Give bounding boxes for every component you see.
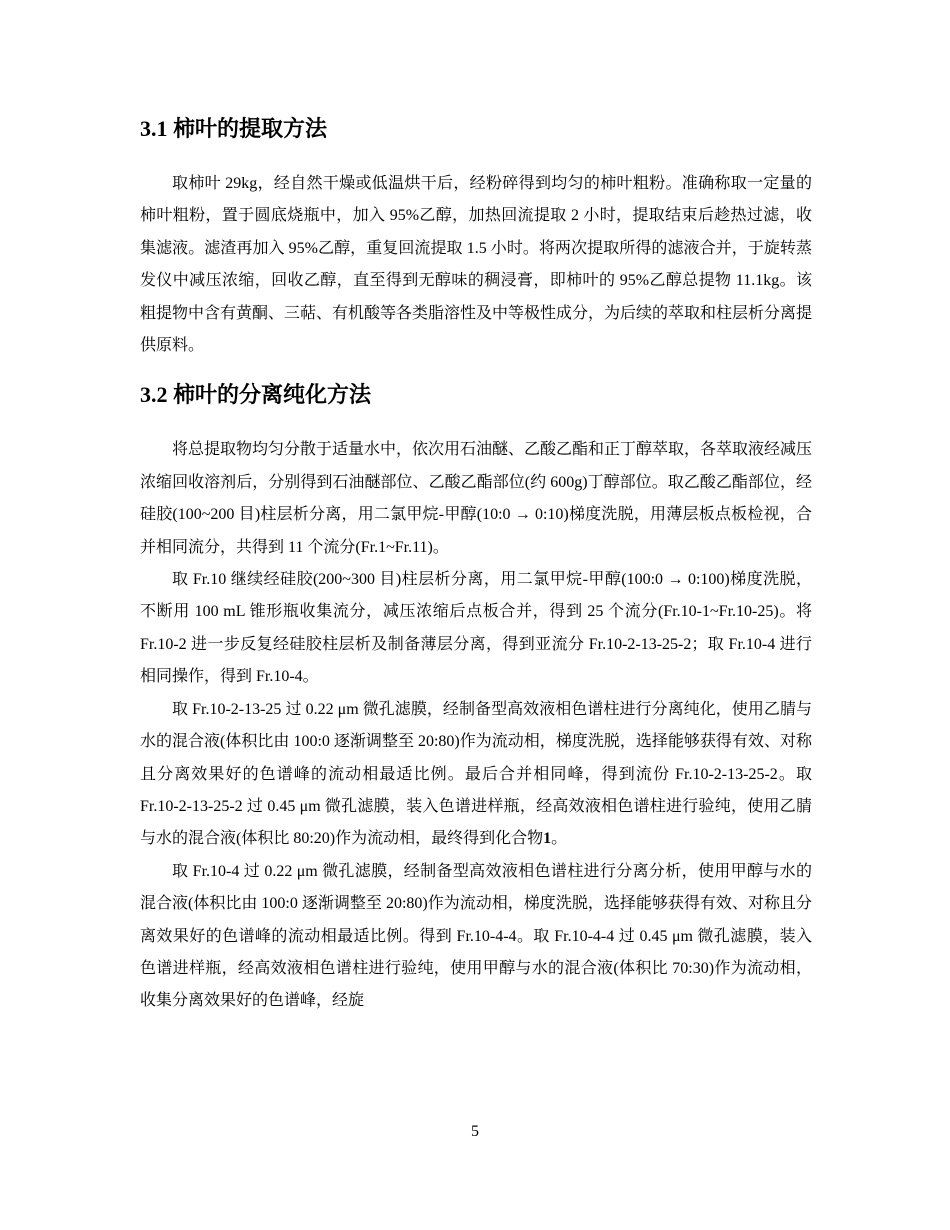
paragraph-fr10-column: 取 Fr.10 继续经硅胶(200~300 目)柱层析分离，用二氯甲烷-甲醇(100:0 → 0:100)梯度洗脱，不断用 100 mL 锥形瓶收集流分，减压浓缩后点板合并，得到 25 个流分(Fr.10-1~Fr.10-25)。将 Fr.10-2 进一步反复经硅胶柱层析及制备薄层分离，得到亚流分 Fr.10-2-13-25-2；取 Fr.10-4 进行相同操作，得到 Fr.10-4。 (140, 571, 812, 686)
section-heading-3-2: 3.2 柿叶的分离纯化方法 (140, 382, 372, 408)
paragraph-compound-1 (140, 694, 812, 856)
paragraph-compound-1-text: 取 Fr.10-2-13-25 过 0.22 μm 微孔滤膜，经制备型高效液相色谱柱进行分离纯化，使用乙腈与水的混合液(体积比由 100:0 逐渐调整至 20:80)作为流动相，梯度洗脱，选择能够获得有效、对称且分离效果好的色谱峰的流动相最适比例。最后合并相同峰，得到流份 Fr.10-2-13-25-2。取 Fr.10-2-13-25-2 过 0.45 μm 微孔滤膜，装入色谱进样瓶，经高效液相色谱柱进行验纯，使用乙腈与水的混合液(体积比 80:20)作为流动相，最终得到化合物 (140, 700, 812, 848)
page-content (140, 112, 812, 1018)
sentence-end-mark: 。 (551, 830, 568, 848)
page-number: 5 (471, 1123, 479, 1140)
paragraph-extraction: 取柿叶 29kg，经自然干燥或低温烘干后，经粉碎得到均匀的柿叶粗粉。准确称取一定量的柿叶粗粉，置于圆底烧瓶中，加入 95%乙醇，加热回流提取 2 小时，提取结束后趁热过滤，收集滤液。滤渣再加入 95%乙醇，重复回流提取 1.5 小时。将两次提取所得的滤液合并，于旋转蒸发仪中减压浓缩，回收乙醇，直至得到无醇味的稠浸膏，即柿叶的 95%乙醇总提物 11.1kg。该粗提物中含有黄酮、三萜、有机酸等各类脂溶性及中等极性成分，为后续的萃取和柱层析分离提供原料。 (140, 175, 813, 355)
paragraph-partition: 将总提取物均匀分散于适量水中，依次用石油醚、乙酸乙酯和正丁醇萃取，各萃取液经减压浓缩回收溶剂后，分别得到石油醚部位、乙酸乙酯部位(约 600g)丁醇部位。取乙酸乙酯部位，经硅胶(100~200 目)柱层析分离，用二氯甲烷-甲醇(10:0 → 0:10)梯度洗脱，用薄层板点板检视，合并相同流分，共得到 11 个流分(Fr.1~Fr.11)。 (140, 441, 813, 556)
section-heading-3-1: 3.1 柿叶的提取方法 (140, 116, 328, 141)
compound-number: 1 (543, 830, 552, 848)
paragraph-fr10-4: 取 Fr.10-4 过 0.22 μm 微孔滤膜，经制备型高效液相色谱柱进行分离分析，使用甲醇与水的混合液(体积比由 100:0 逐渐调整至 20:80)作为流动相，梯度洗脱，选择能够获得有效、对称且分离效果好的色谱峰的流动相最适比例。得到 Fr.10-4-4。取 Fr.10-4-4 过 0.45 μm 微孔滤膜，装入色谱进样瓶，经高效液相色谱柱进行验纯，使用甲醇与水的混合液(体积比 70:30)作为流动相，收集分离效果好的色谱峰，经旋 (140, 862, 812, 1010)
